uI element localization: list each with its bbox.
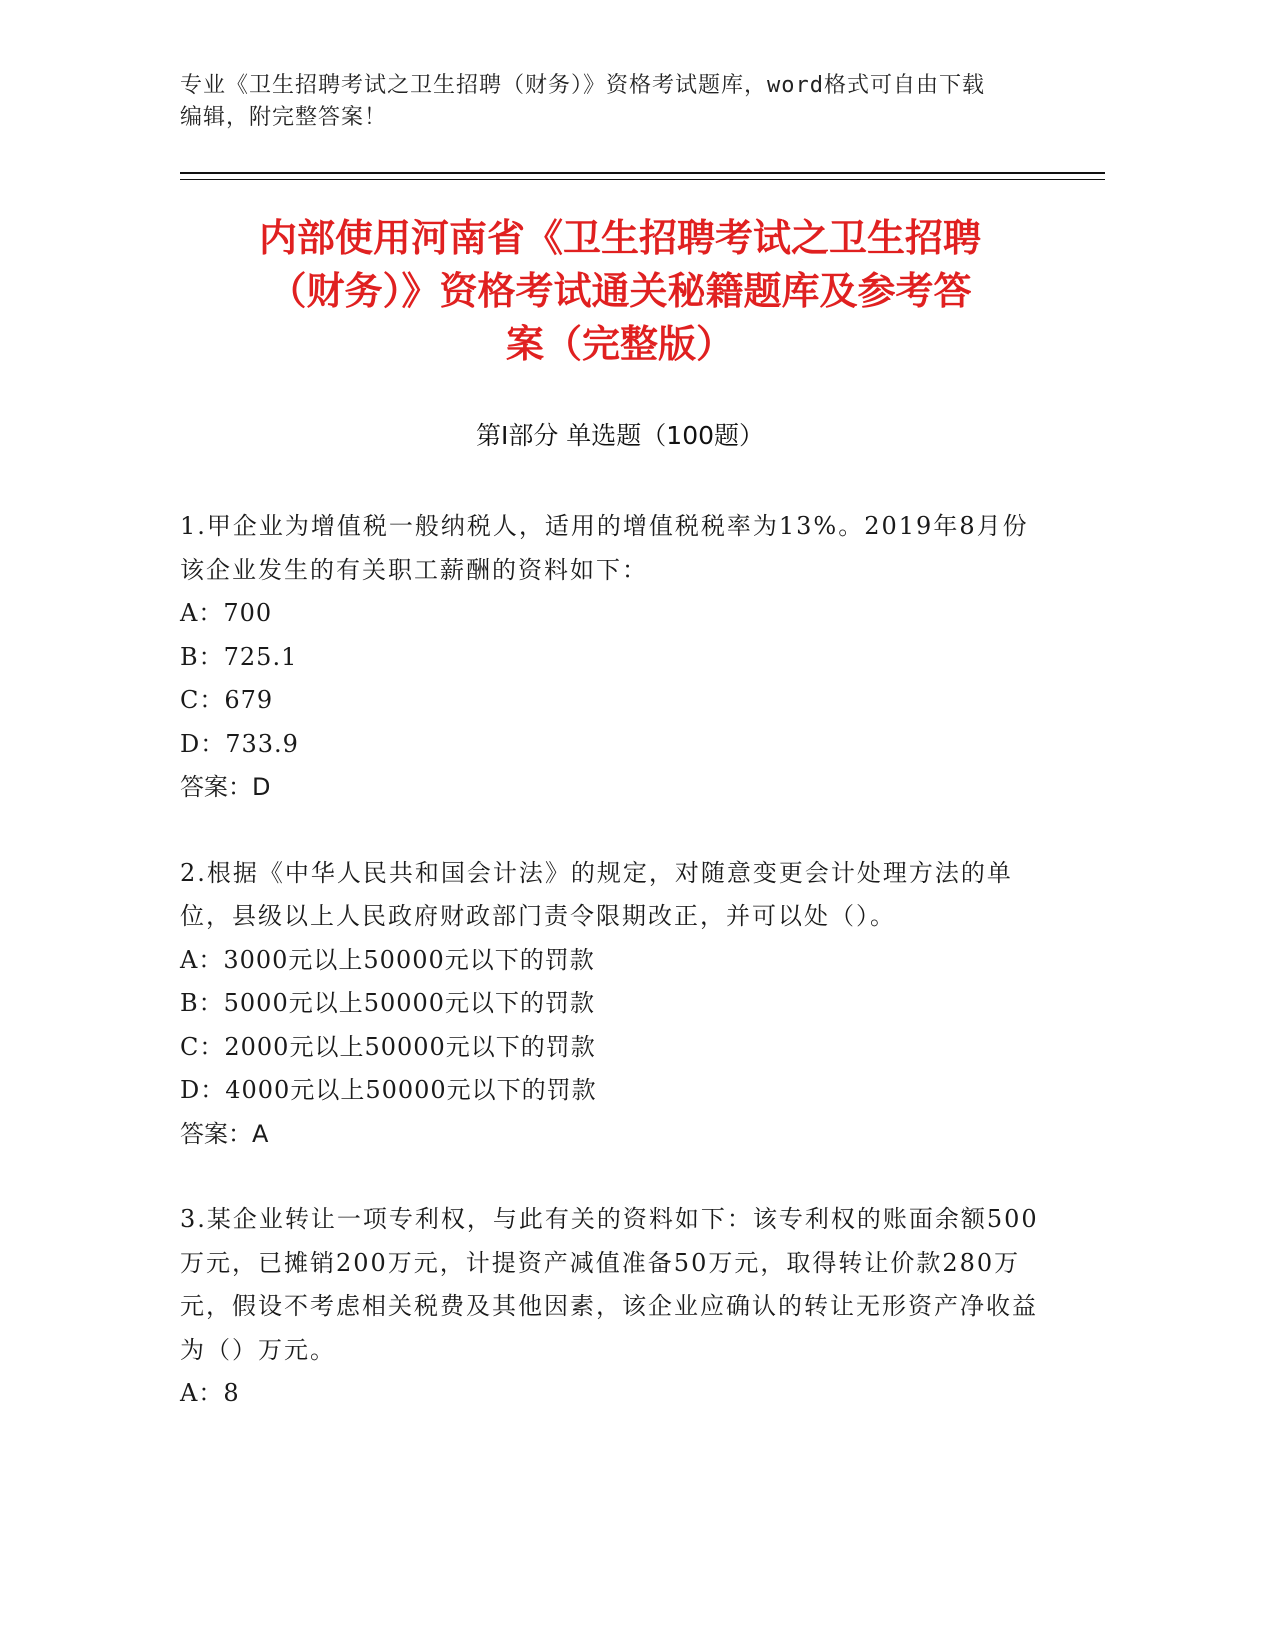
option-d: D：733.9 [180, 729, 299, 758]
question-list [180, 505, 1040, 1458]
question-stem: 1.甲企业为增值税一般纳税人，适用的增值税税率为13%。2019年8月份该企业发生的有关职工薪酬的资料如下： [180, 512, 1029, 584]
question-stem: 2.根据《中华人民共和国会计法》的规定，对随意变更会计处理方法的单位，县级以上人民政府财政部门责令限期改正，并可以处（）。 [180, 858, 1013, 930]
option-c: C：2000元以上50000元以下的罚款 [180, 1032, 596, 1061]
option-b: B：5000元以上50000元以下的罚款 [180, 989, 596, 1017]
header-divider-thin [180, 179, 1105, 180]
header-divider-thick [180, 172, 1105, 174]
question-stem: 3.某企业转让一项专利权，与此有关的资料如下：该专利权的账面余额500万元，已摊销200万元，计提资产减值准备50万元，取得转让价款280万元，假设不考虑相关税费及其他因素，该企业应确认的转让无形资产净收益为（）万元。 [180, 1205, 1039, 1364]
section-title: 第Ⅰ部分 单选题（100题） [475, 421, 765, 450]
header-line-2: 编辑，附完整答案！ [180, 105, 388, 130]
question-3 [180, 1198, 1040, 1416]
answer: 答案：A [180, 1119, 269, 1148]
header-line-1: 专业《卫生招聘考试之卫生招聘（财务）》资格考试题库，word格式可自由下载 [180, 73, 985, 98]
option-a: A：700 [180, 599, 273, 627]
answer: 答案：D [180, 773, 271, 801]
title-line-3: 案（完整版） [505, 322, 734, 366]
option-a: A：8 [180, 1379, 240, 1407]
option-a: A：3000元以上50000元以下的罚款 [180, 945, 595, 974]
page-header [180, 70, 1040, 134]
title-line-1: 内部使用河南省《卫生招聘考试之卫生招聘 [258, 216, 981, 260]
question-2 [180, 852, 1040, 1157]
option-b: B：725.1 [180, 642, 298, 671]
document-title [180, 212, 1060, 371]
title-line-2: （财务）》资格考试通关秘籍题库及参考答 [268, 269, 972, 313]
option-c: C：679 [180, 686, 274, 714]
question-1 [180, 505, 1040, 810]
option-d: D：4000元以上50000元以下的罚款 [180, 1076, 597, 1104]
